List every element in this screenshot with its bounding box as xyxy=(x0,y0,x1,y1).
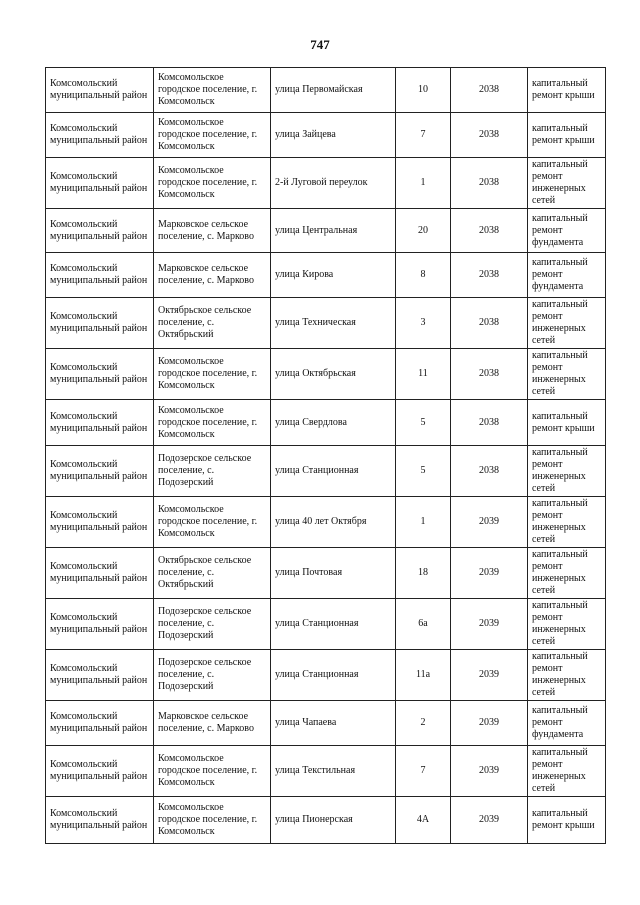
settlement-cell: Комсомольское городское поселение, г. Комсомольск xyxy=(154,113,271,158)
house-number-cell: 4А xyxy=(396,797,451,844)
settlement-cell: Марковское сельское поселение, с. Марково xyxy=(154,209,271,253)
settlement-cell: Подозерское сельское поселение, с. Подозерский xyxy=(154,650,271,701)
work-type-cell: капитальный ремонт инженерных сетей xyxy=(528,497,606,548)
work-type-cell: капитальный ремонт фундамента xyxy=(528,701,606,746)
year-cell: 2038 xyxy=(451,68,528,113)
house-number-cell: 8 xyxy=(396,253,451,298)
street-cell: улица 40 лет Октября xyxy=(271,497,396,548)
year-cell: 2039 xyxy=(451,599,528,650)
page-number: 747 xyxy=(310,37,330,52)
work-type-cell: капитальный ремонт крыши xyxy=(528,113,606,158)
settlement-cell: Комсомольское городское поселение, г. Комсомольск xyxy=(154,746,271,797)
year-cell: 2039 xyxy=(451,701,528,746)
district-cell: Комсомольский муниципальный район xyxy=(46,548,154,599)
street-cell: улица Пионерская xyxy=(271,797,396,844)
work-type-cell: капитальный ремонт инженерных сетей xyxy=(528,548,606,599)
settlement-cell: Марковское сельское поселение, с. Марково xyxy=(154,253,271,298)
district-cell: Комсомольский муниципальный район xyxy=(46,599,154,650)
work-type-cell: капитальный ремонт фундамента xyxy=(528,209,606,253)
settlement-cell: Октябрьское сельское поселение, с. Октябрьский xyxy=(154,548,271,599)
street-cell: улица Чапаева xyxy=(271,701,396,746)
year-cell: 2038 xyxy=(451,349,528,400)
house-number-cell: 6а xyxy=(396,599,451,650)
house-number-cell: 2 xyxy=(396,701,451,746)
table-row xyxy=(46,298,606,349)
street-cell: 2-й Луговой переулок xyxy=(271,158,396,209)
work-type-cell: капитальный ремонт инженерных сетей xyxy=(528,599,606,650)
house-number-cell: 7 xyxy=(396,746,451,797)
year-cell: 2039 xyxy=(451,548,528,599)
table-row xyxy=(46,497,606,548)
house-number-cell: 11а xyxy=(396,650,451,701)
district-cell: Комсомольский муниципальный район xyxy=(46,497,154,548)
year-cell: 2039 xyxy=(451,497,528,548)
street-cell: улица Станционная xyxy=(271,599,396,650)
housing-repair-table xyxy=(45,67,606,844)
street-cell: улица Станционная xyxy=(271,650,396,701)
work-type-cell: капитальный ремонт крыши xyxy=(528,797,606,844)
district-cell: Комсомольский муниципальный район xyxy=(46,298,154,349)
year-cell: 2039 xyxy=(451,797,528,844)
table-row xyxy=(46,158,606,209)
table-row xyxy=(46,68,606,113)
house-number-cell: 3 xyxy=(396,298,451,349)
table-row xyxy=(46,209,606,253)
district-cell: Комсомольский муниципальный район xyxy=(46,797,154,844)
settlement-cell: Подозерское сельское поселение, с. Подозерский xyxy=(154,599,271,650)
table-row xyxy=(46,548,606,599)
house-number-cell: 20 xyxy=(396,209,451,253)
district-cell: Комсомольский муниципальный район xyxy=(46,113,154,158)
house-number-cell: 5 xyxy=(396,400,451,446)
settlement-cell: Комсомольское городское поселение, г. Комсомольск xyxy=(154,68,271,113)
district-cell: Комсомольский муниципальный район xyxy=(46,349,154,400)
house-number-cell: 1 xyxy=(396,158,451,209)
district-cell: Комсомольский муниципальный район xyxy=(46,68,154,113)
table-row xyxy=(46,253,606,298)
year-cell: 2038 xyxy=(451,158,528,209)
district-cell: Комсомольский муниципальный район xyxy=(46,209,154,253)
table-row xyxy=(46,797,606,844)
year-cell: 2038 xyxy=(451,253,528,298)
district-cell: Комсомольский муниципальный район xyxy=(46,650,154,701)
year-cell: 2039 xyxy=(451,746,528,797)
district-cell: Комсомольский муниципальный район xyxy=(46,253,154,298)
settlement-cell: Подозерское сельское поселение, с. Подозерский xyxy=(154,446,271,497)
street-cell: улица Зайцева xyxy=(271,113,396,158)
work-type-cell: капитальный ремонт фундамента xyxy=(528,253,606,298)
work-type-cell: капитальный ремонт крыши xyxy=(528,400,606,446)
year-cell: 2038 xyxy=(451,446,528,497)
table-row xyxy=(46,650,606,701)
work-type-cell: капитальный ремонт инженерных сетей xyxy=(528,650,606,701)
settlement-cell: Комсомольское городское поселение, г. Комсомольск xyxy=(154,797,271,844)
table-row xyxy=(46,113,606,158)
settlement-cell: Марковское сельское поселение, с. Марково xyxy=(154,701,271,746)
district-cell: Комсомольский муниципальный район xyxy=(46,158,154,209)
table-row xyxy=(46,599,606,650)
work-type-cell: капитальный ремонт инженерных сетей xyxy=(528,158,606,209)
settlement-cell: Комсомольское городское поселение, г. Комсомольск xyxy=(154,497,271,548)
street-cell: улица Техническая xyxy=(271,298,396,349)
table-row xyxy=(46,446,606,497)
street-cell: улица Кирова xyxy=(271,253,396,298)
settlement-cell: Комсомольское городское поселение, г. Комсомольск xyxy=(154,349,271,400)
work-type-cell: капитальный ремонт крыши xyxy=(528,68,606,113)
work-type-cell: капитальный ремонт инженерных сетей xyxy=(528,349,606,400)
year-cell: 2038 xyxy=(451,298,528,349)
house-number-cell: 18 xyxy=(396,548,451,599)
street-cell: улица Первомайская xyxy=(271,68,396,113)
street-cell: улица Октябрьская xyxy=(271,349,396,400)
district-cell: Комсомольский муниципальный район xyxy=(46,400,154,446)
settlement-cell: Октябрьское сельское поселение, с. Октябрьский xyxy=(154,298,271,349)
table-row xyxy=(46,349,606,400)
house-number-cell: 1 xyxy=(396,497,451,548)
year-cell: 2038 xyxy=(451,209,528,253)
work-type-cell: капитальный ремонт инженерных сетей xyxy=(528,298,606,349)
table-row xyxy=(46,746,606,797)
year-cell: 2039 xyxy=(451,650,528,701)
settlement-cell: Комсомольское городское поселение, г. Комсомольск xyxy=(154,158,271,209)
street-cell: улица Почтовая xyxy=(271,548,396,599)
house-number-cell: 10 xyxy=(396,68,451,113)
house-number-cell: 11 xyxy=(396,349,451,400)
street-cell: улица Свердлова xyxy=(271,400,396,446)
table-row xyxy=(46,701,606,746)
table-row xyxy=(46,400,606,446)
street-cell: улица Текстильная xyxy=(271,746,396,797)
district-cell: Комсомольский муниципальный район xyxy=(46,446,154,497)
house-number-cell: 5 xyxy=(396,446,451,497)
street-cell: улица Центральная xyxy=(271,209,396,253)
year-cell: 2038 xyxy=(451,113,528,158)
district-cell: Комсомольский муниципальный район xyxy=(46,746,154,797)
house-number-cell: 7 xyxy=(396,113,451,158)
work-type-cell: капитальный ремонт инженерных сетей xyxy=(528,746,606,797)
work-type-cell: капитальный ремонт инженерных сетей xyxy=(528,446,606,497)
street-cell: улица Станционная xyxy=(271,446,396,497)
district-cell: Комсомольский муниципальный район xyxy=(46,701,154,746)
year-cell: 2038 xyxy=(451,400,528,446)
settlement-cell: Комсомольское городское поселение, г. Комсомольск xyxy=(154,400,271,446)
